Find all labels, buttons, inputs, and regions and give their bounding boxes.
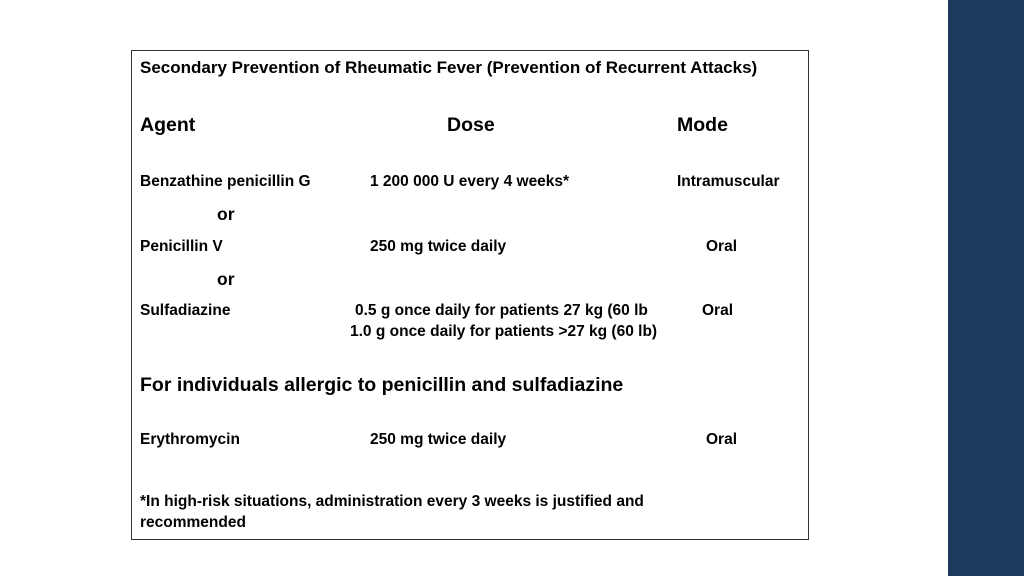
header-agent: Agent: [140, 114, 196, 136]
header-mode: Mode: [677, 114, 728, 136]
footnote: *In high-risk situations, administration every 3 weeks is justified and recommended: [140, 493, 644, 531]
row-agent-sulfadiazine: Sulfadiazine: [140, 302, 231, 319]
row-agent-benzathine: Benzathine penicillin G: [140, 173, 311, 190]
row-mode-penicillin-v: Oral: [706, 238, 738, 255]
row-mode-benzathine: Intramuscular: [677, 173, 780, 190]
allergy-heading: For individuals allergic to penicillin and sulfadiazine: [140, 374, 624, 396]
row-dose-erythromycin: 250 mg twice daily: [370, 431, 507, 448]
row-dose-penicillin-v: 250 mg twice daily: [370, 238, 507, 255]
row-dose-benzathine: 1 200 000 U every 4 weeks*: [370, 173, 570, 190]
header-dose: Dose: [447, 114, 495, 136]
row-dose2-sulfadiazine: 1.0 g once daily for patients >27 kg (60 lb): [350, 323, 658, 340]
row-agent-erythromycin: Erythromycin: [140, 431, 240, 448]
row-mode-erythromycin: Oral: [706, 431, 738, 448]
or-label-2: or: [217, 269, 235, 289]
table-title: Secondary Prevention of Rheumatic Fever (Prevention of Recurrent Attacks): [140, 58, 758, 77]
or-label-1: or: [217, 204, 235, 224]
row-dose-sulfadiazine: 0.5 g once daily for patients 27 kg (60 lb: [355, 302, 648, 319]
row-agent-penicillin-v: Penicillin V: [140, 238, 223, 255]
row-mode-sulfadiazine: Oral: [702, 302, 734, 319]
decorative-side-bar: [948, 0, 1024, 576]
prevention-table-box: [131, 50, 809, 540]
